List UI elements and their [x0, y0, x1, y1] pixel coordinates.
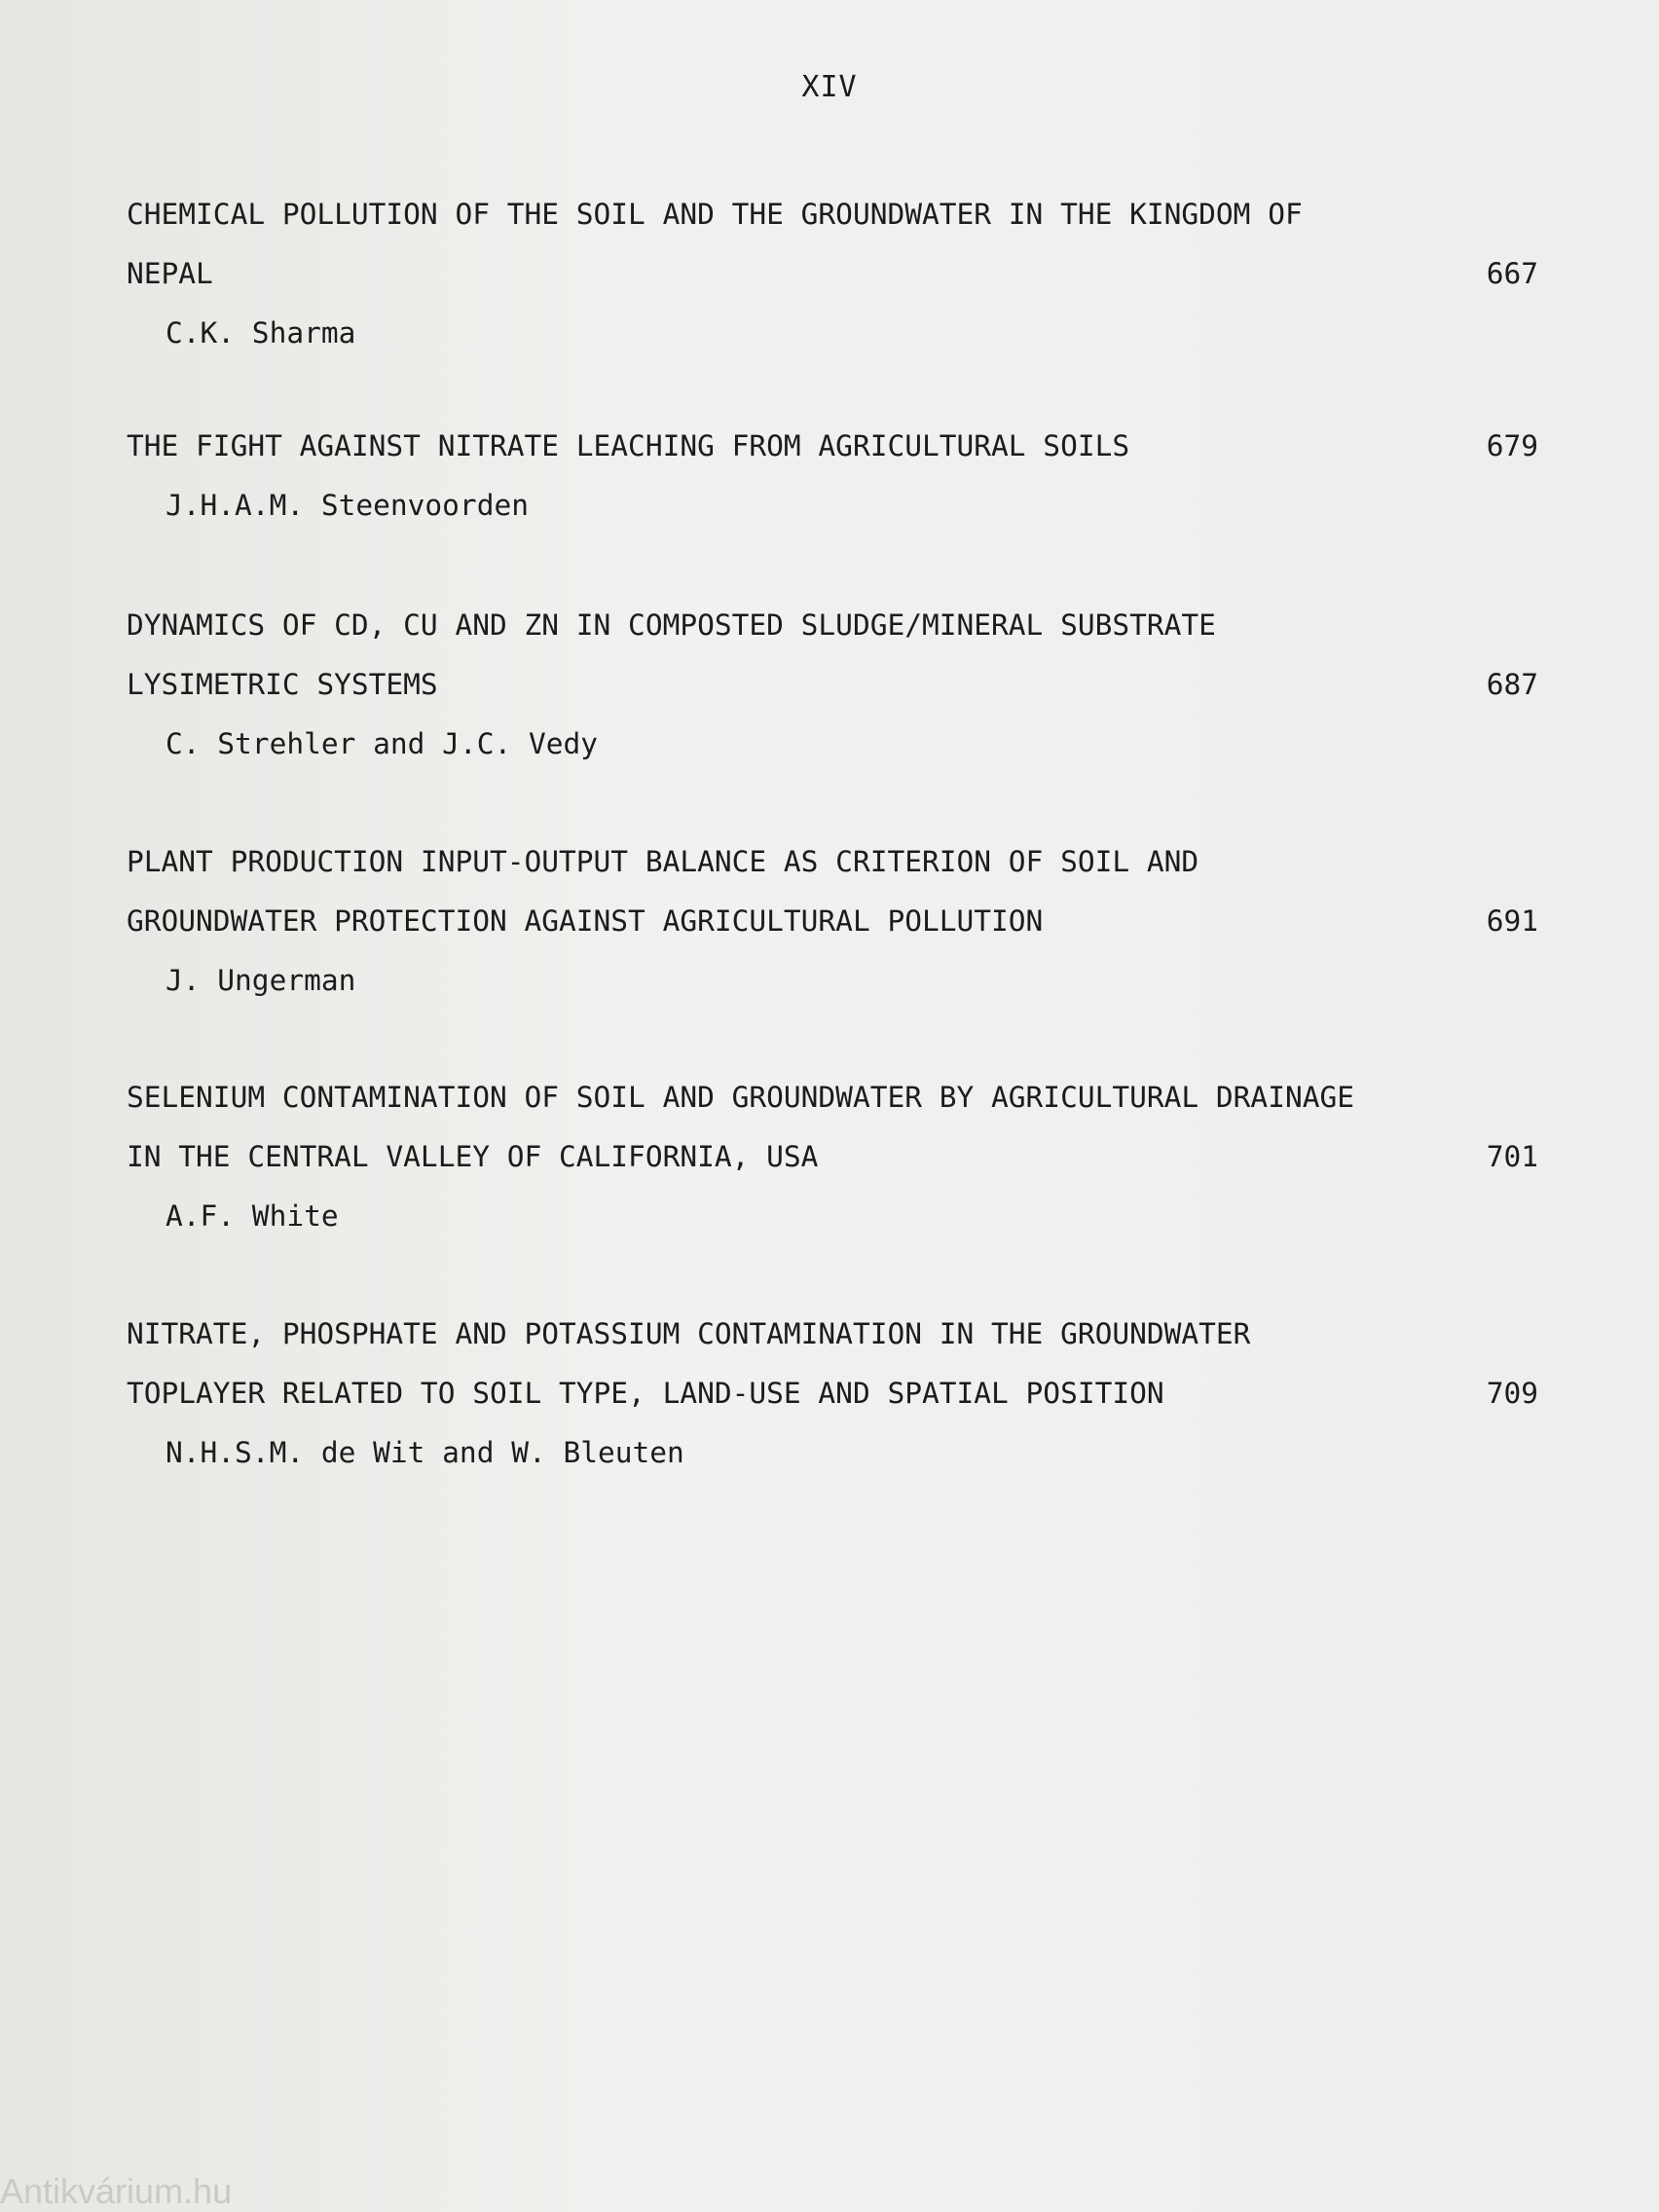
watermark: Antikvárium.hu	[0, 2171, 233, 2211]
entry-title-text: NEPAL	[127, 257, 213, 290]
entry-authors: C.K. Sharma	[166, 316, 356, 350]
entry-title-text: CHEMICAL POLLUTION OF THE SOIL AND THE GROUNDWATER IN THE KINGDOM OF	[127, 198, 1303, 231]
toc-entry	[127, 596, 1548, 774]
entry-title-line	[127, 1068, 1548, 1127]
entry-title-text: DYNAMICS OF CD, CU AND ZN IN COMPOSTED SLUDGE/MINERAL SUBSTRATE	[127, 608, 1216, 642]
entry-title-line	[127, 185, 1548, 244]
toc-entry	[127, 185, 1548, 363]
entry-title-line	[127, 892, 1548, 951]
entry-title-text: PLANT PRODUCTION INPUT-OUTPUT BALANCE AS CRITERION OF SOIL AND	[127, 845, 1199, 878]
entry-title-line	[127, 1364, 1548, 1423]
entry-page-number: 687	[1486, 668, 1538, 701]
entry-title-text: TOPLAYER RELATED TO SOIL TYPE, LAND-USE AND SPATIAL POSITION	[127, 1377, 1164, 1410]
entry-authors: J. Ungerman	[166, 964, 356, 997]
entry-authors: J.H.A.M. Steenvoorden	[166, 489, 529, 522]
entry-page-number: 709	[1486, 1377, 1538, 1410]
entry-authors: N.H.S.M. de Wit and W. Bleuten	[166, 1436, 684, 1469]
entry-title-line	[127, 655, 1548, 715]
entry-title-line	[127, 1305, 1548, 1364]
entry-authors: A.F. White	[166, 1199, 339, 1233]
entry-title-line	[127, 417, 1548, 476]
entry-title-text: LYSIMETRIC SYSTEMS	[127, 668, 438, 701]
toc-entry	[127, 1068, 1548, 1246]
entry-page-number: 701	[1486, 1140, 1538, 1173]
toc-entry	[127, 1305, 1548, 1483]
entry-title-line	[127, 596, 1548, 655]
entry-title-text: THE FIGHT AGAINST NITRATE LEACHING FROM AGRICULTURAL SOILS	[127, 429, 1130, 462]
entry-page-number: 667	[1486, 257, 1538, 290]
entry-page-number: 679	[1486, 429, 1538, 462]
entry-title-text: IN THE CENTRAL VALLEY OF CALIFORNIA, USA	[127, 1140, 819, 1173]
entry-title-line	[127, 1127, 1548, 1187]
entry-page-number: 691	[1486, 904, 1538, 938]
entry-title-text: SELENIUM CONTAMINATION OF SOIL AND GROUNDWATER BY AGRICULTURAL DRAINAGE	[127, 1081, 1354, 1114]
page-number: XIV	[801, 70, 858, 104]
entry-title-text: GROUNDWATER PROTECTION AGAINST AGRICULTURAL POLLUTION	[127, 904, 1044, 938]
entry-authors: C. Strehler and J.C. Vedy	[166, 727, 599, 760]
toc-entry	[127, 832, 1548, 1011]
toc-entry	[127, 417, 1548, 535]
entry-title-text: NITRATE, PHOSPHATE AND POTASSIUM CONTAMINATION IN THE GROUNDWATER	[127, 1317, 1251, 1350]
entry-title-line	[127, 832, 1548, 892]
entry-title-line	[127, 244, 1548, 304]
